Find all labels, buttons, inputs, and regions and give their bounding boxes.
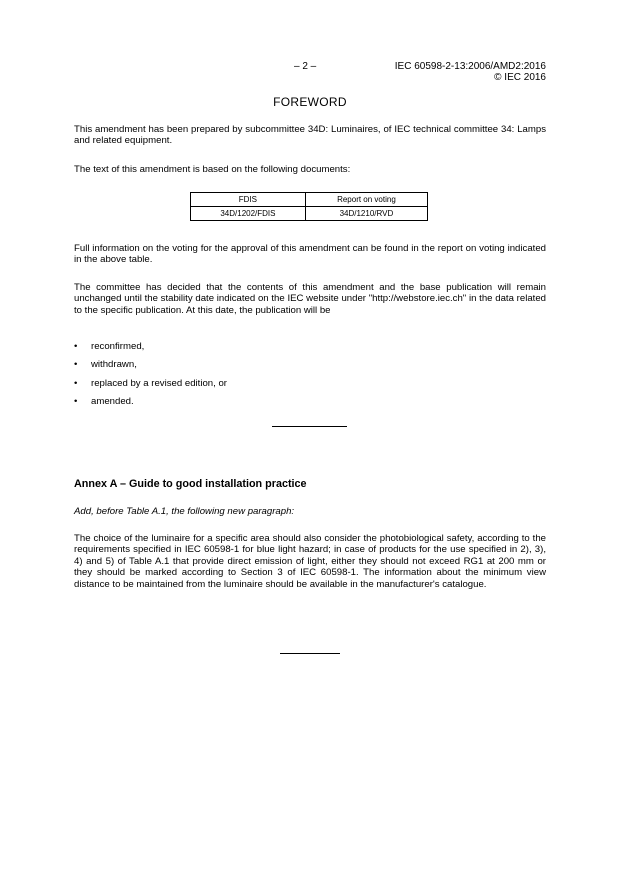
table-cell: 34D/1210/RVD <box>305 207 427 221</box>
list-item <box>74 338 227 356</box>
foreword-paragraph-4: The committee has decided that the contents of this amendment and the base publication will remain unchanged until the stability date indicated on the IEC website under "http://webstore.iec.ch" in the data related to the specific publication. At this date, the publication will be <box>74 282 546 316</box>
list-item-text: withdrawn, <box>91 359 137 371</box>
bullet-icon: • <box>74 341 78 352</box>
list-item-text: amended. <box>91 395 134 407</box>
foreword-paragraph-1: This amendment has been prepared by subcommittee 34D: Luminaires, of IEC technical committee 34: Lamps and related equipment. <box>74 124 546 147</box>
end-divider <box>280 653 340 654</box>
foreword-title: FOREWORD <box>273 95 347 109</box>
list-item <box>74 356 227 374</box>
bullet-list <box>74 338 227 411</box>
document-reference: IEC 60598-2-13:2006/AMD2:2016 <box>394 61 546 72</box>
header-reference <box>395 61 546 83</box>
table-header-row <box>191 193 428 207</box>
amendment-instruction: Add, before Table A.1, the following new paragraph: <box>74 506 295 517</box>
bullet-icon: • <box>74 359 78 371</box>
table-header-cell: Report on voting <box>305 193 427 207</box>
copyright-notice: © IEC 2016 <box>494 72 546 83</box>
list-item-text: replaced by a revised edition, or <box>91 377 227 389</box>
list-item <box>74 393 227 411</box>
annex-title: Annex A – Guide to good installation practice <box>74 478 307 490</box>
list-item-text: reconfirmed, <box>91 341 145 352</box>
bullet-icon: • <box>74 395 78 407</box>
bullet-icon: • <box>74 377 78 389</box>
page-number: – 2 – <box>294 61 317 72</box>
table-header-cell: FDIS <box>191 193 306 207</box>
foreword-paragraph-2: The text of this amendment is based on the following documents: <box>74 164 351 175</box>
documents-table <box>190 192 428 221</box>
table-cell: 34D/1202/FDIS <box>191 207 306 221</box>
table-row <box>191 207 428 221</box>
section-divider <box>272 426 347 427</box>
list-item <box>74 375 227 393</box>
annex-paragraph: The choice of the luminaire for a specific area should also consider the photobiological safety, according to the requirements specified in IEC 60598-1 for blue light hazard; in case of products for the use specified in 2), 3), 4) and 5) of Table A.1 that provide direct emission of light, either they should not exceed RG1 at 200 mm or they should be marked according to Section 3 of IEC 60598-1. The information about the minimum view distance to be maintained from the luminaire should be available in the manufacturer's catalogue. <box>74 533 546 590</box>
foreword-paragraph-3: Full information on the voting for the approval of this amendment can be found in the report on voting indicated in the above table. <box>74 243 546 266</box>
